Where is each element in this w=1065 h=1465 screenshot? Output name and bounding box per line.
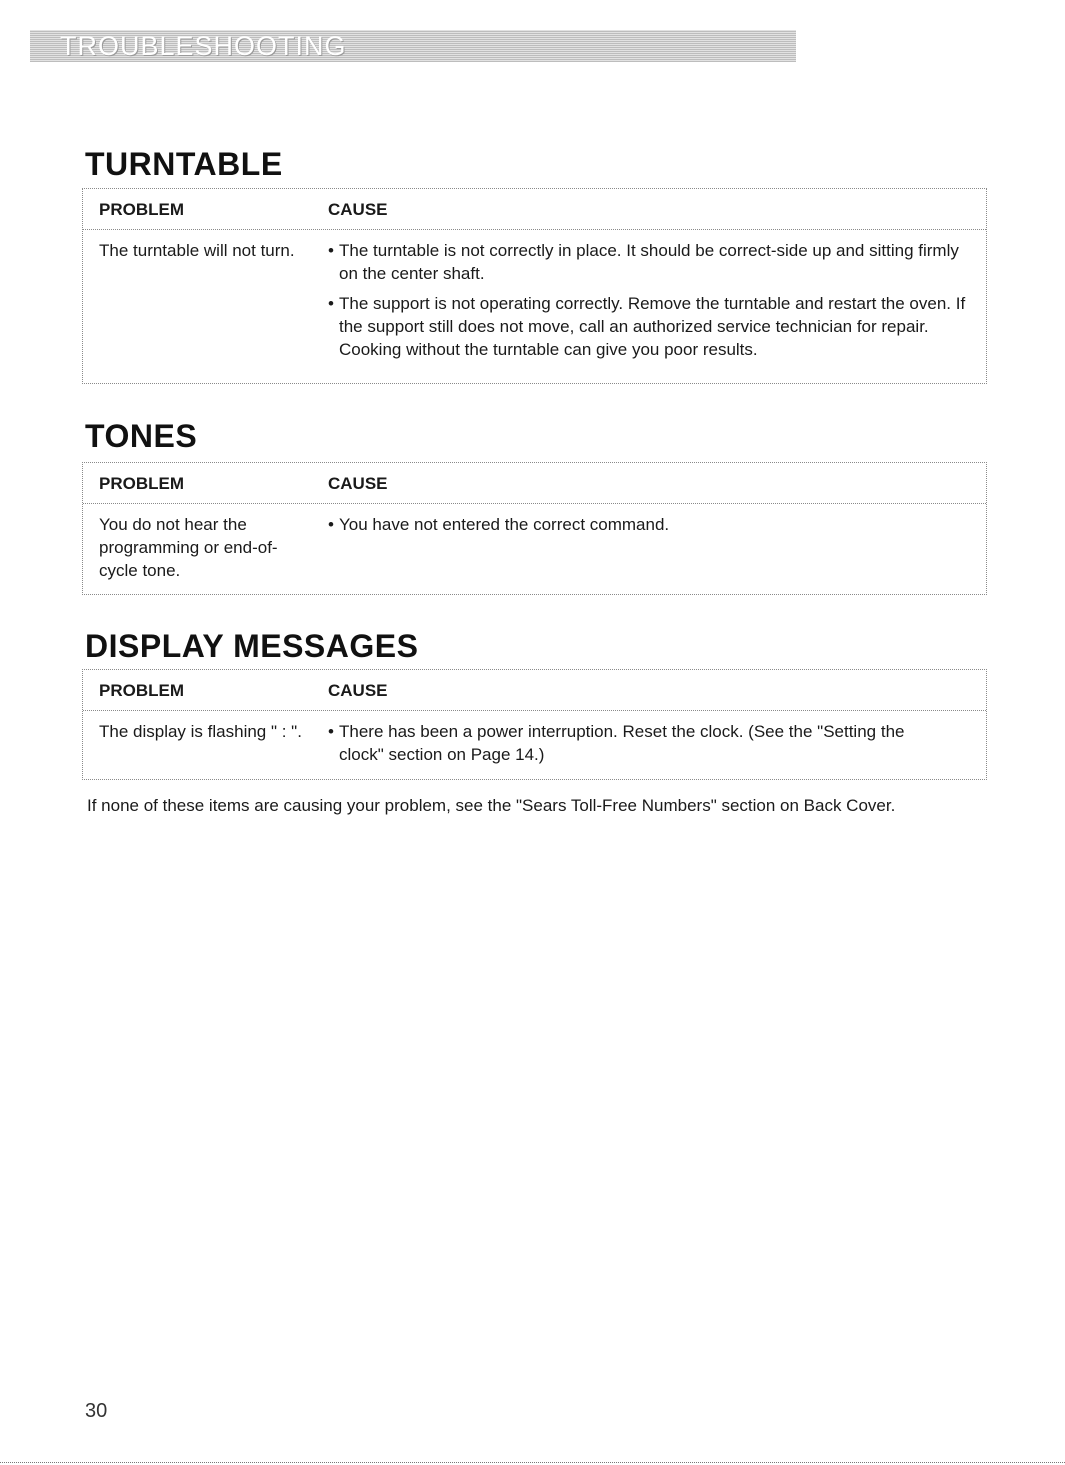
cause-column-header: CAUSE bbox=[328, 200, 388, 219]
footer-note: If none of these items are causing your problem, see the "Sears Toll-Free Numbers" section on Back Cover. bbox=[87, 796, 896, 815]
banner-title: TROUBLESHOOTING bbox=[60, 31, 347, 61]
problem-column-header: PROBLEM bbox=[99, 681, 184, 700]
bottom-divider bbox=[0, 1462, 1065, 1463]
cause-list-item bbox=[328, 720, 948, 766]
cause-cell bbox=[328, 720, 948, 766]
cause-text: The support is not operating correctly. Remove the turntable and restart the oven. If the support still does not move, call an authorized service technician for repair. Cooking without the turntable can give you poor results. bbox=[339, 294, 966, 359]
turntable-heading: TURNTABLE bbox=[85, 146, 283, 182]
bullet-icon: • bbox=[328, 722, 334, 741]
cause-list-item bbox=[328, 513, 973, 536]
problem-column-header: PROBLEM bbox=[99, 474, 184, 493]
problem-cell: The display is flashing " : ". bbox=[99, 722, 302, 741]
problem-cell: The turntable will not turn. bbox=[99, 241, 295, 260]
bullet-icon: • bbox=[328, 294, 334, 313]
cause-text: There has been a power interruption. Reset the clock. (See the "Setting the clock" section on Page 14.) bbox=[339, 722, 905, 764]
table-header bbox=[83, 189, 986, 230]
cause-text: The turntable is not correctly in place. It should be correct-side up and sitting firmly on the center shaft. bbox=[339, 241, 959, 283]
display-messages-table bbox=[82, 669, 987, 780]
cause-column-header: CAUSE bbox=[328, 474, 388, 493]
bullet-icon: • bbox=[328, 515, 334, 534]
cause-cell bbox=[328, 239, 973, 361]
problem-cell: You do not hear the programming or end-of-cycle tone. bbox=[99, 515, 278, 580]
page-number: 30 bbox=[85, 1400, 108, 1422]
cause-list-item bbox=[328, 239, 973, 285]
bullet-icon: • bbox=[328, 241, 334, 260]
table-header bbox=[83, 463, 986, 504]
problem-column-header: PROBLEM bbox=[99, 200, 184, 219]
tones-heading: TONES bbox=[85, 418, 198, 454]
tones-table bbox=[82, 462, 987, 595]
cause-cell bbox=[328, 513, 973, 536]
cause-list-item bbox=[328, 292, 973, 361]
turntable-table bbox=[82, 188, 987, 384]
section-banner bbox=[30, 30, 796, 62]
display-messages-heading: DISPLAY MESSAGES bbox=[85, 628, 419, 664]
cause-text: You have not entered the correct command. bbox=[339, 515, 670, 534]
table-header bbox=[83, 670, 986, 711]
cause-column-header: CAUSE bbox=[328, 681, 388, 700]
